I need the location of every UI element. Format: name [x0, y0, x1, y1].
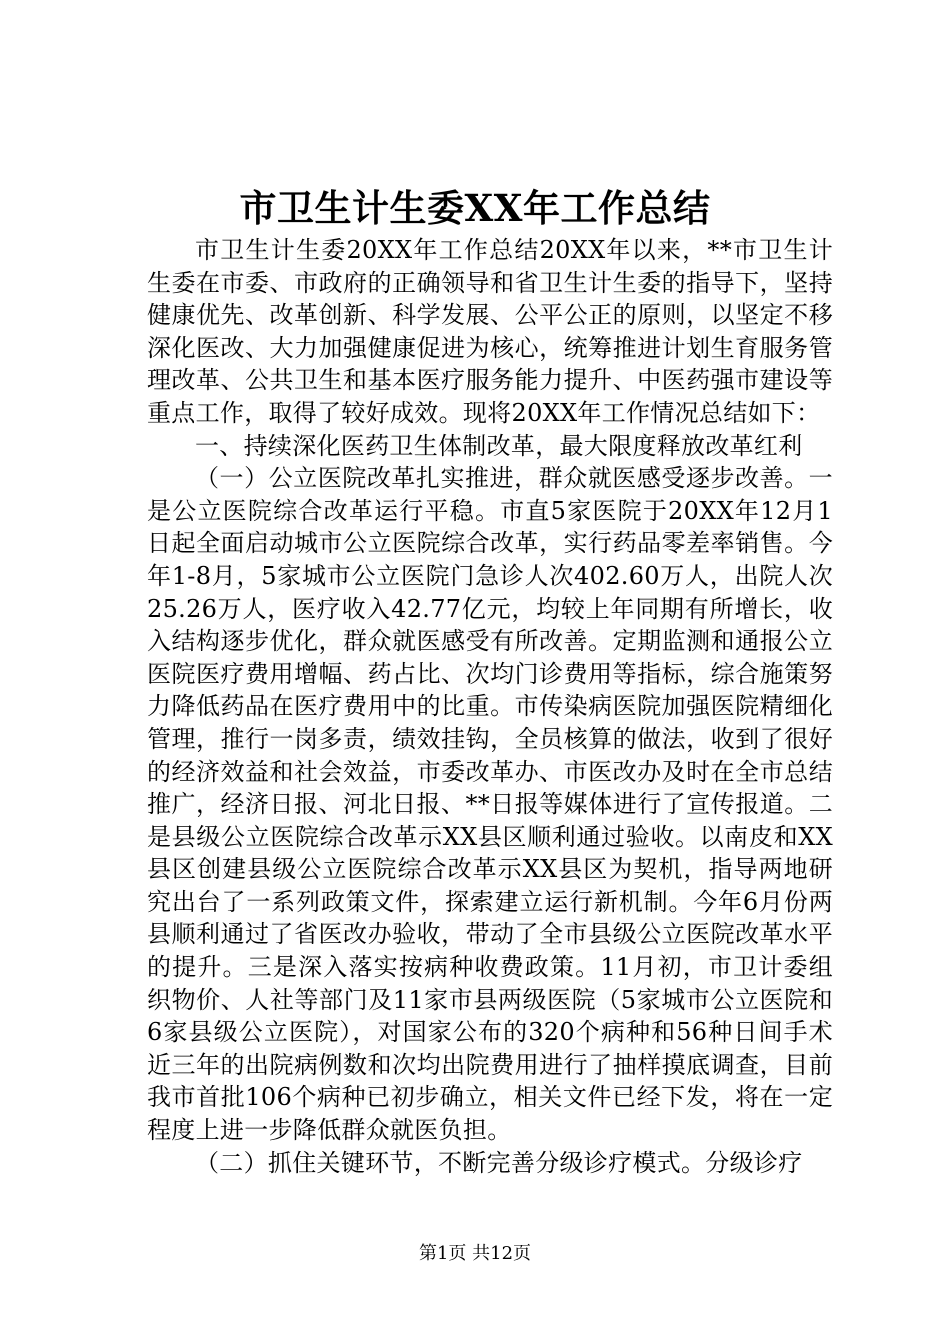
page-footer — [0, 1242, 950, 1266]
paragraph-intro: 市卫生计生委20XX年工作总结20XX年以来，**市卫生计生委在市委、市政府的正确领导和省卫生计生委的指导下，坚持健康优先、改革创新、科学发展、公平公正的原则，以坚定不移深化医改、大力加强健康促进为核心，统筹推进计划生育服务管理改革、公共卫生和基本医疗服务能力提升、中医药强市建设等重点工作，取得了较好成效。现将20XX年工作情况总结如下： — [147, 236, 833, 427]
paragraph-public-hospital-reform: （一）公立医院改革扎实推进，群众就医感受逐步改善。一是公立医院综合改革运行平稳。市直5家医院于20XX年12月1日起全面启动城市公立医院综合改革，实行药品零差率销售。今年1-8月，5家城市公立医院门急诊人次402.60万人，出院人次25.26万人，医疗收入42.77亿元，均较上年同期有所增长，收入结构逐步优化，群众就医感受有所改善。定期监测和通报公立医院医疗费用增幅、药占比、次均门诊费用等指标，综合施策努力降低药品在医疗费用中的比重。市传染病医院加强医院精细化管理，推行一岗多责，绩效挂钩，全员核算的做法，收到了很好的经济效益和社会效益，市委改革办、市医改办及时在全市总结推广，经济日报、河北日报、**日报等媒体进行了宣传报道。二是县级公立医院综合改革示XX县区顺利通过验收。以南皮和XX县区创建县级公立医院综合改革示XX县区为契机，指导两地研究出台了一系列政策文件，探索建立运行新机制。今年6月份两县顺利通过了省医改办验收，带动了全市县级公立医院改革水平的提升。三是深入落实按病种收费政策。11月初，市卫计委组织物价、人社等部门及11家市县两级医院（5家城市公立医院和6家县级公立医院），对国家公布的320个病种和56种日间手术近三年的出院病例数和次均出院费用进行了抽样摸底调查，目前我市首批106个病种已初步确立，相关文件已经下发，将在一定程度上进一步降低群众就医负担。 — [147, 464, 833, 1145]
section-heading-1: 一、持续深化医药卫生体制改革，最大限度释放改革红利 — [195, 431, 803, 460]
page-number-indicator: 第1页 共12页 — [418, 1243, 532, 1264]
paragraph-tiered-diagnosis: （二）抓住关键环节，不断完善分级诊疗模式。分级诊疗 — [195, 1148, 803, 1177]
document-body — [147, 234, 833, 1179]
document-title: 市卫生计生委XX年工作总结 — [239, 186, 711, 230]
